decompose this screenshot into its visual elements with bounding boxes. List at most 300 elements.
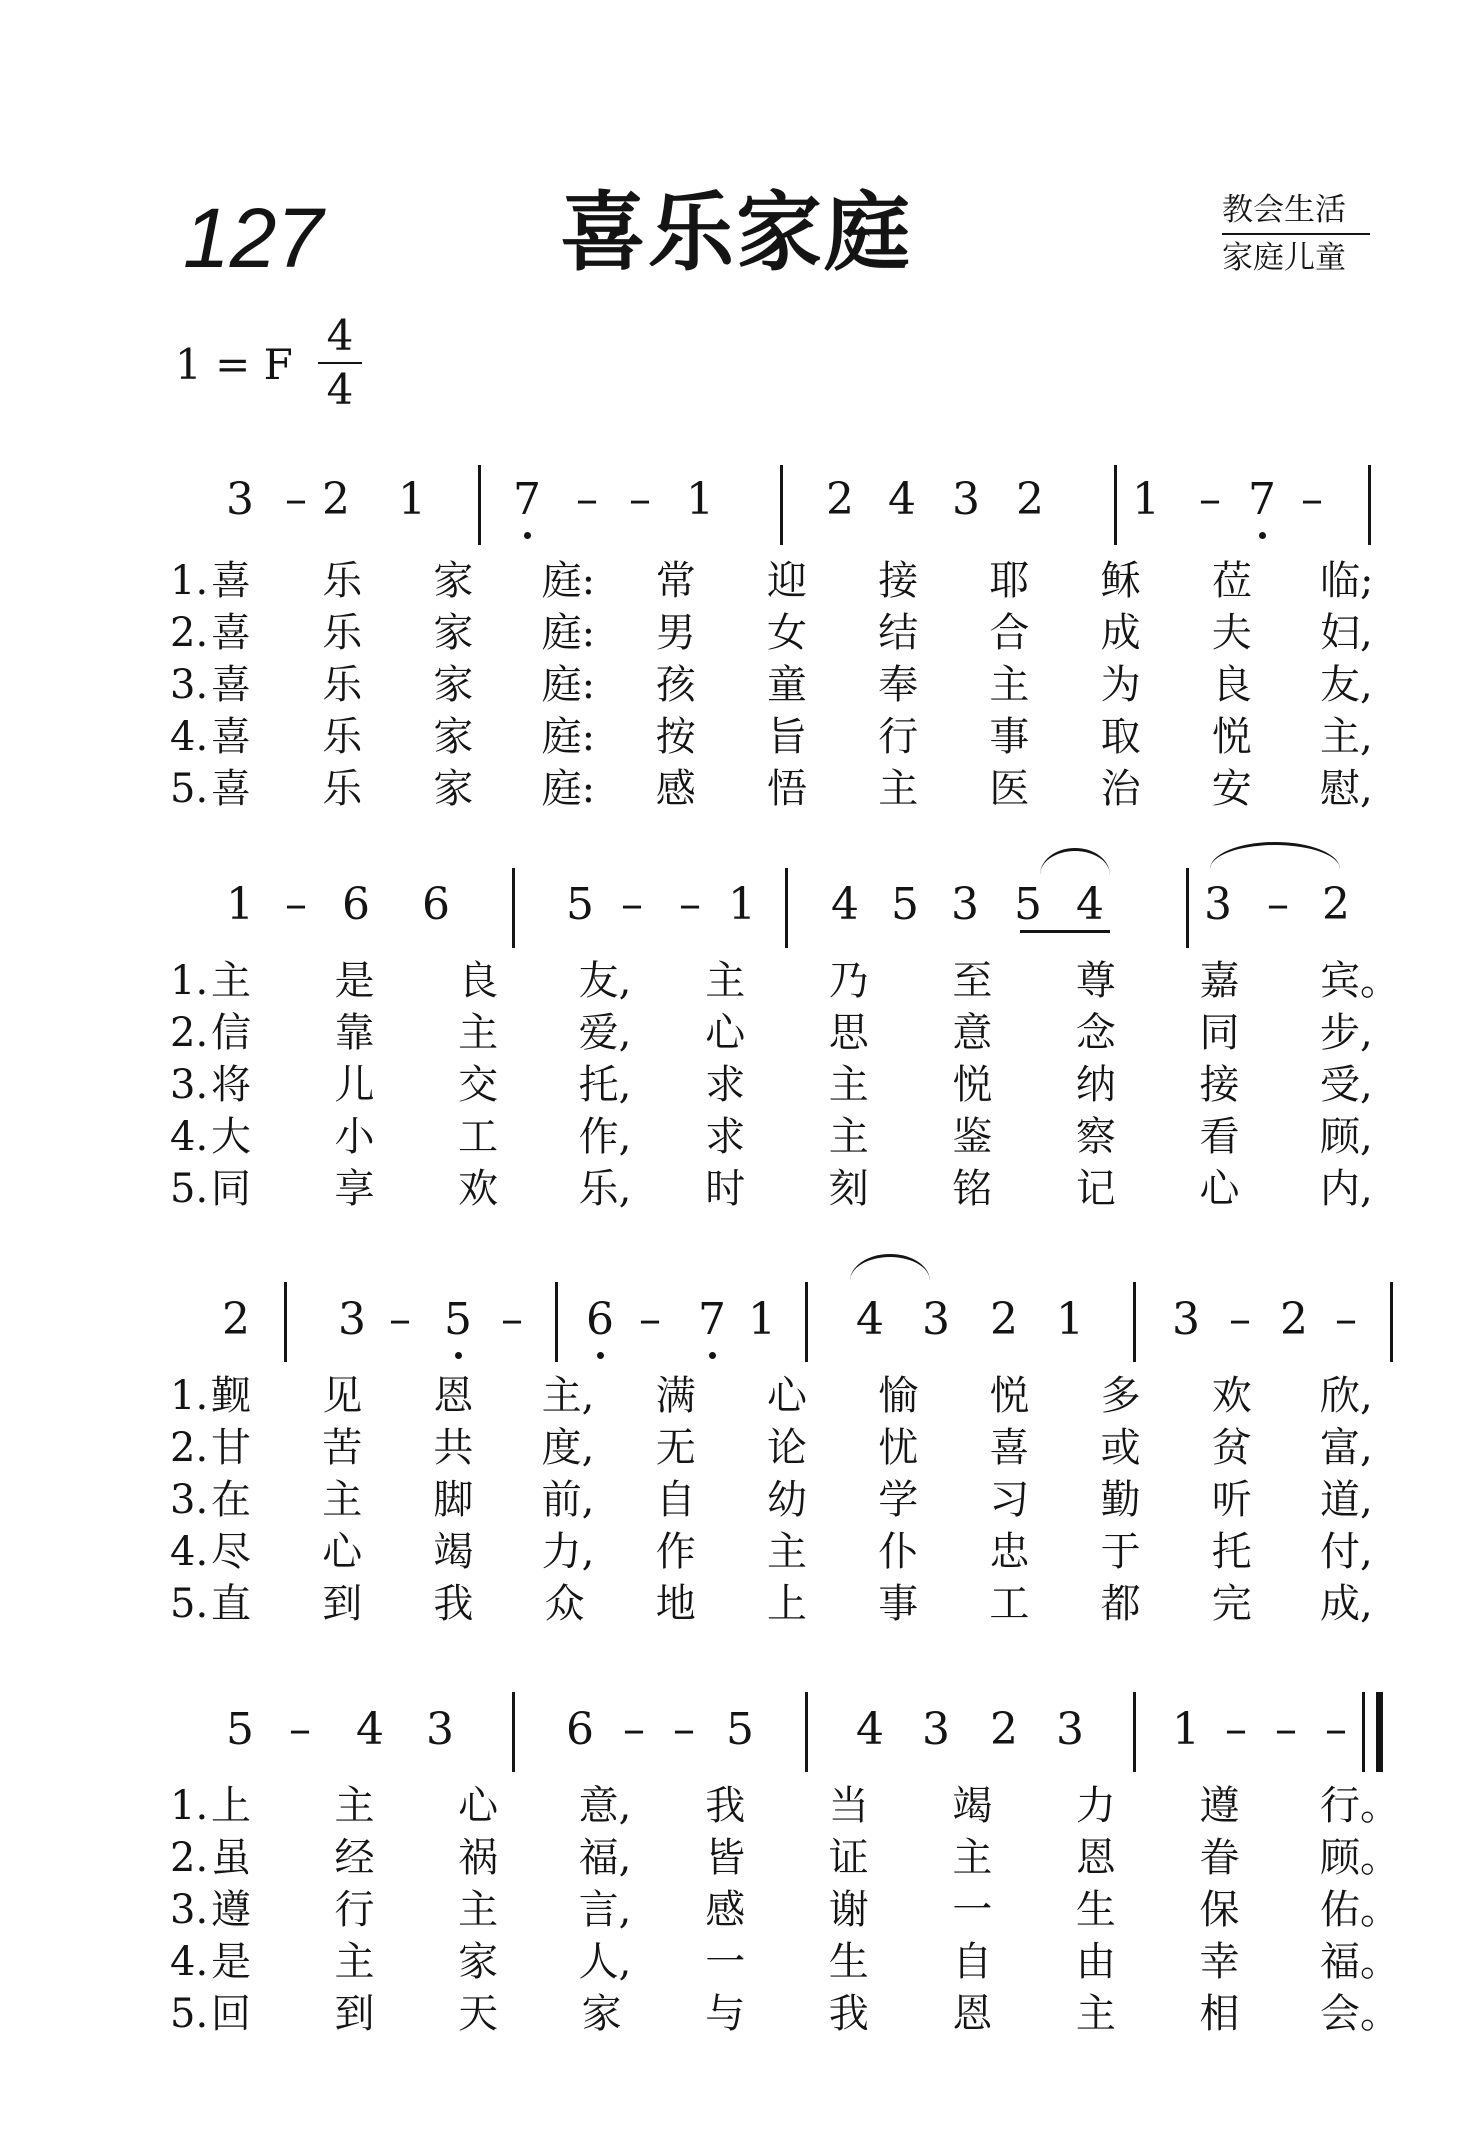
lyric-char: 乐, <box>578 1166 632 1212</box>
lyric-char: 证 <box>828 1835 869 1881</box>
lyric-char: 我 <box>433 1581 474 1627</box>
lyric-char: 忧 <box>878 1425 919 1471</box>
category-label <box>1222 190 1372 278</box>
note: 6 <box>342 879 370 930</box>
barline <box>478 465 481 545</box>
note: 2 <box>990 1704 1018 1755</box>
lyric-char: 念 <box>1075 1010 1116 1056</box>
lyric-char: 多 <box>1100 1373 1141 1419</box>
lyric-line <box>170 1884 1400 1936</box>
lyric-char: 家 <box>433 558 474 604</box>
lyric-char: 脚 <box>433 1477 474 1523</box>
barline <box>555 1282 558 1362</box>
lyric-char: 乐 <box>322 662 363 708</box>
note-dash: – <box>576 474 598 525</box>
barline <box>1390 1282 1393 1362</box>
lyric-line <box>170 1526 1373 1578</box>
lyric-char: 见 <box>322 1373 363 1419</box>
lyric-char: 一 <box>705 1939 746 1985</box>
lyric-char: 皆 <box>705 1835 746 1881</box>
verse-number: 2. <box>170 610 209 656</box>
lyric-char: 富, <box>1320 1425 1373 1471</box>
lyric-char: 尽 <box>211 1529 251 1575</box>
lyric-char: 纳 <box>1075 1062 1116 1108</box>
lyric-char: 家 <box>433 714 474 760</box>
note: 4 <box>888 474 916 525</box>
note: 3 <box>922 1294 950 1345</box>
lyric-char: 鉴 <box>952 1114 993 1160</box>
lyric-char: 托, <box>578 1062 632 1108</box>
lyric-char: 按 <box>655 714 696 760</box>
lyric-char: 欢 <box>1211 1373 1252 1419</box>
lyric-char: 直 <box>211 1581 251 1627</box>
lyric-char: 喜 <box>211 610 251 656</box>
lyric-char: 喜 <box>211 662 251 708</box>
lyric-char: 顾, <box>1320 1114 1373 1160</box>
lyric-char: 主 <box>767 1529 807 1575</box>
lyric-line <box>170 1422 1373 1474</box>
barline <box>512 868 515 948</box>
lyric-line <box>170 711 1373 763</box>
lyric-char: 行 <box>878 714 919 760</box>
note: 5 <box>226 1704 254 1755</box>
note-dash: – <box>501 1294 523 1345</box>
note-dash: – <box>629 474 651 525</box>
lyric-char: 良 <box>458 958 499 1004</box>
lyric-char: 时 <box>705 1166 746 1212</box>
lyric-char: 奉 <box>878 662 919 708</box>
lyric-char: 由 <box>1075 1939 1116 1985</box>
lyric-char: 主 <box>211 958 251 1004</box>
note: 7 <box>1242 470 1282 530</box>
verse-number: 2. <box>170 1425 209 1471</box>
lyric-char: 乐 <box>322 610 363 656</box>
lyric-char: 主 <box>828 1114 869 1160</box>
lyric-char: 治 <box>1100 766 1141 812</box>
lyric-line <box>170 1988 1400 2040</box>
lyric-char: 生 <box>1075 1887 1116 1933</box>
lyric-char: 佑。 <box>1320 1887 1400 1933</box>
lyric-char: 庭: <box>541 558 596 604</box>
lyric-char: 作, <box>578 1114 632 1160</box>
hymn-number: 127 <box>183 191 324 285</box>
lyric-char: 临; <box>1320 558 1374 604</box>
lyric-char: 忠 <box>989 1529 1030 1575</box>
lyric-char: 思 <box>828 1010 869 1056</box>
note: 2 <box>222 1294 250 1345</box>
lyric-char: 主 <box>458 1887 499 1933</box>
lyric-char: 主 <box>334 1939 375 1985</box>
lyrics-block <box>170 1370 1373 1630</box>
lyric-line <box>170 1474 1373 1526</box>
note: 1 <box>226 879 254 930</box>
note: 6 <box>580 1290 620 1350</box>
note: 4 <box>1076 879 1104 930</box>
lyric-line <box>170 1059 1373 1111</box>
lyric-char: 常 <box>655 558 696 604</box>
note-dash: – <box>389 1294 411 1345</box>
lyric-char: 言, <box>578 1887 632 1933</box>
note: 1 <box>1172 1704 1200 1755</box>
lyric-char: 眷 <box>1199 1835 1240 1881</box>
note-dash: – <box>1275 1704 1297 1755</box>
lyric-char: 庭: <box>541 662 596 708</box>
lyric-char: 为 <box>1100 662 1141 708</box>
beam-underline <box>1020 930 1110 933</box>
note: 3 <box>226 474 254 525</box>
lyric-char: 幼 <box>767 1477 807 1523</box>
lyric-char: 托 <box>1211 1529 1252 1575</box>
lyric-char: 经 <box>334 1835 375 1881</box>
lyric-char: 觐 <box>211 1373 251 1419</box>
note: 4 <box>856 1704 884 1755</box>
lyric-char: 福。 <box>1320 1939 1400 1985</box>
lyric-char: 主 <box>828 1062 869 1108</box>
lyric-char: 主, <box>541 1373 595 1419</box>
note: 3 <box>922 1704 950 1755</box>
lyric-char: 结 <box>878 610 919 656</box>
lyric-line <box>170 1832 1400 1884</box>
lyric-char: 众 <box>544 1581 585 1627</box>
lyric-char: 医 <box>989 766 1030 812</box>
lyric-char: 主 <box>458 1010 499 1056</box>
lyric-char: 愉 <box>878 1373 919 1419</box>
lyric-char: 或 <box>1100 1425 1141 1471</box>
verse-number: 3. <box>170 1062 209 1108</box>
lyric-line <box>170 555 1374 607</box>
notes-row <box>0 1700 1484 1760</box>
lyric-line <box>170 1578 1373 1630</box>
note: 1 <box>1132 474 1160 525</box>
lyric-char: 虽 <box>211 1835 251 1881</box>
lyric-char: 共 <box>433 1425 474 1471</box>
lyric-char: 我 <box>828 1991 869 2037</box>
barline <box>805 1282 808 1362</box>
lyric-char: 遵 <box>1199 1783 1240 1829</box>
lyric-char: 主 <box>952 1835 993 1881</box>
lyric-char: 我 <box>705 1783 746 1829</box>
note: 5 <box>438 1290 478 1350</box>
hymn-title: 喜乐家庭 <box>560 183 912 283</box>
lyric-line <box>170 1007 1373 1059</box>
lyric-char: 道, <box>1320 1477 1373 1523</box>
lyric-char: 求 <box>705 1062 746 1108</box>
lyric-char: 论 <box>767 1425 807 1471</box>
lyric-line <box>170 1780 1400 1832</box>
lyric-line <box>170 955 1400 1007</box>
lyric-char: 恩 <box>1075 1835 1116 1881</box>
lyric-char: 迎 <box>767 558 807 604</box>
note: 4 <box>856 1294 884 1345</box>
note-dash: – <box>1267 879 1289 930</box>
lyric-line <box>170 1111 1373 1163</box>
lyric-char: 仆 <box>878 1529 919 1575</box>
barline <box>1114 465 1117 545</box>
lyric-char: 乐 <box>322 558 363 604</box>
lyric-char: 会。 <box>1320 1991 1400 2037</box>
lyric-char: 接 <box>878 558 919 604</box>
barline <box>780 465 783 545</box>
lyric-char: 儿 <box>334 1062 375 1108</box>
lyric-char: 庭: <box>541 714 596 760</box>
notes-row <box>0 1290 1484 1350</box>
lyric-char: 自 <box>952 1939 993 1985</box>
note: 5 <box>891 879 919 930</box>
lyric-char: 竭 <box>433 1529 474 1575</box>
lyric-char: 生 <box>828 1939 869 1985</box>
lyric-char: 慰, <box>1320 766 1373 812</box>
lyric-char: 靠 <box>334 1010 375 1056</box>
note-dash: – <box>621 879 643 930</box>
lyric-char: 小 <box>334 1114 375 1160</box>
lyric-char: 同 <box>1199 1010 1240 1056</box>
lyric-char: 祸 <box>458 1835 499 1881</box>
lyric-char: 上 <box>767 1581 807 1627</box>
verse-number: 5. <box>170 1581 209 1627</box>
lyric-char: 苦 <box>322 1425 363 1471</box>
lyric-char: 主 <box>705 958 746 1004</box>
lyric-char: 喜 <box>211 558 251 604</box>
lyric-char: 家 <box>433 610 474 656</box>
verse-number: 1. <box>170 1373 209 1419</box>
verse-number: 3. <box>170 662 209 708</box>
verse-number: 4. <box>170 1529 209 1575</box>
lyric-char: 听 <box>1211 1477 1252 1523</box>
lyric-char: 心 <box>767 1373 807 1419</box>
lyric-char: 主 <box>322 1477 363 1523</box>
lyric-char: 恩 <box>952 1991 993 2037</box>
lyric-char: 上 <box>211 1783 251 1829</box>
lyric-char: 喜 <box>989 1425 1030 1471</box>
verse-number: 4. <box>170 1939 209 1985</box>
lyric-char: 与 <box>705 1991 746 2037</box>
verse-number: 1. <box>170 1783 209 1829</box>
lyric-char: 受, <box>1320 1062 1373 1108</box>
lyric-char: 度, <box>541 1425 595 1471</box>
lyric-char: 天 <box>458 1991 499 2037</box>
note-dash: – <box>1199 474 1221 525</box>
category-primary: 教会生活 <box>1222 192 1346 228</box>
lyric-char: 意 <box>952 1010 993 1056</box>
note: 3 <box>426 1704 454 1755</box>
note: 2 <box>1280 1294 1308 1345</box>
lyric-char: 乐 <box>322 714 363 760</box>
note: 4 <box>831 879 859 930</box>
lyric-char: 求 <box>705 1114 746 1160</box>
lyric-char: 家 <box>433 766 474 812</box>
lyric-char: 家 <box>458 1939 499 1985</box>
lyric-char: 女 <box>767 610 807 656</box>
note: 3 <box>952 474 980 525</box>
lyric-char: 悦 <box>952 1062 993 1108</box>
lyrics-block <box>170 555 1374 815</box>
note-dash: – <box>1229 1294 1251 1345</box>
notes-row <box>0 470 1484 530</box>
lyric-char: 孩 <box>655 662 696 708</box>
lyric-char: 庭: <box>541 766 596 812</box>
lyric-char: 大 <box>211 1114 251 1160</box>
barline <box>1186 868 1189 948</box>
lyric-line <box>170 1163 1373 1215</box>
lyric-char: 作 <box>655 1529 696 1575</box>
lyric-char: 力 <box>1075 1783 1116 1829</box>
barline <box>1368 465 1371 545</box>
note: 2 <box>322 474 350 525</box>
lyric-char: 工 <box>989 1581 1030 1627</box>
note: 6 <box>422 879 450 930</box>
lyric-char: 察 <box>1075 1114 1116 1160</box>
note: 2 <box>826 474 854 525</box>
note-dash: – <box>1225 1704 1247 1755</box>
lyric-char: 地 <box>655 1581 696 1627</box>
note: 3 <box>951 879 979 930</box>
note-dash: – <box>639 1294 661 1345</box>
lyric-char: 是 <box>334 958 375 1004</box>
verse-number: 3. <box>170 1477 209 1523</box>
verse-number: 1. <box>170 558 209 604</box>
lyric-char: 保 <box>1199 1887 1240 1933</box>
lyric-char: 勤 <box>1100 1477 1141 1523</box>
lyric-char: 享 <box>334 1166 375 1212</box>
lyric-char: 尊 <box>1075 958 1116 1004</box>
lyric-char: 主 <box>878 766 919 812</box>
note: 2 <box>990 1294 1018 1345</box>
note: 5 <box>726 1704 754 1755</box>
lyric-char: 夫 <box>1211 610 1252 656</box>
barline <box>1133 1282 1136 1362</box>
lyric-char: 遵 <box>211 1887 251 1933</box>
lyric-char: 家 <box>581 1991 622 2037</box>
lyric-char: 取 <box>1100 714 1141 760</box>
slur <box>1210 842 1340 869</box>
lyric-char: 主 <box>334 1783 375 1829</box>
lyric-char: 回 <box>211 1991 251 2037</box>
lyric-char: 贫 <box>1211 1425 1252 1471</box>
lyric-char: 欢 <box>458 1166 499 1212</box>
lyric-char: 福, <box>578 1835 632 1881</box>
lyric-char: 成 <box>1100 610 1141 656</box>
note-dash: – <box>285 474 307 525</box>
verse-number: 4. <box>170 714 209 760</box>
lyric-char: 爱, <box>578 1010 632 1056</box>
lyric-char: 良 <box>1211 662 1252 708</box>
note: 1 <box>1056 1294 1084 1345</box>
note: 6 <box>566 1704 594 1755</box>
note-dash: – <box>1301 474 1323 525</box>
lyric-char: 是 <box>211 1939 251 1985</box>
note-dash: – <box>1325 1704 1347 1755</box>
lyric-char: 心 <box>705 1010 746 1056</box>
lyric-char: 男 <box>655 610 696 656</box>
note: 3 <box>1172 1294 1200 1345</box>
note-dash: – <box>679 879 701 930</box>
note: 1 <box>398 474 426 525</box>
lyric-char: 莅 <box>1211 558 1252 604</box>
lyric-char: 习 <box>989 1477 1030 1523</box>
lyric-char: 刻 <box>828 1166 869 1212</box>
lyric-char: 乃 <box>828 958 869 1004</box>
lyric-char: 事 <box>878 1581 919 1627</box>
note: 5 <box>566 879 594 930</box>
lyric-char: 学 <box>878 1477 919 1523</box>
lyric-char: 安 <box>1211 766 1252 812</box>
slur <box>850 1254 930 1281</box>
verse-number: 2. <box>170 1010 209 1056</box>
verse-number: 1. <box>170 958 209 1004</box>
lyric-char: 主 <box>1075 1991 1116 2037</box>
note: 4 <box>356 1704 384 1755</box>
lyric-char: 事 <box>989 714 1030 760</box>
lyric-char: 感 <box>705 1887 746 1933</box>
lyric-char: 付, <box>1320 1529 1373 1575</box>
lyric-char: 甘 <box>211 1425 251 1471</box>
lyric-char: 记 <box>1075 1166 1116 1212</box>
lyric-char: 喜 <box>211 714 251 760</box>
lyric-char: 信 <box>211 1010 251 1056</box>
category-divider <box>1222 233 1370 235</box>
lyric-char: 交 <box>458 1062 499 1108</box>
lyric-line <box>170 763 1373 815</box>
lyric-char: 谢 <box>828 1887 869 1933</box>
lyric-char: 行 <box>334 1887 375 1933</box>
lyric-line <box>170 607 1373 659</box>
note-dash: – <box>623 1704 645 1755</box>
lyric-char: 将 <box>211 1062 251 1108</box>
lyric-char: 力, <box>541 1529 595 1575</box>
barline <box>284 1282 287 1362</box>
note-dash: – <box>285 879 307 930</box>
lyric-char: 家 <box>433 662 474 708</box>
note: 5 <box>1014 879 1042 930</box>
barline <box>512 1692 515 1772</box>
verse-number: 3. <box>170 1887 209 1933</box>
note: 3 <box>338 1294 366 1345</box>
lyrics-block <box>170 1780 1400 2040</box>
verse-number: 5. <box>170 1991 209 2037</box>
note: 3 <box>1056 1704 1084 1755</box>
lyric-char: 于 <box>1100 1529 1141 1575</box>
lyric-char: 同 <box>211 1166 251 1212</box>
lyric-char: 铭 <box>952 1166 993 1212</box>
lyric-char: 工 <box>458 1114 499 1160</box>
note: 7 <box>692 1290 732 1350</box>
barline <box>805 1692 808 1772</box>
lyric-char: 稣 <box>1100 558 1141 604</box>
lyric-char: 喜 <box>211 766 251 812</box>
note: 3 <box>1204 879 1232 930</box>
time-signature-top: 4 <box>326 311 354 360</box>
lyric-line <box>170 1936 1400 1988</box>
barline <box>785 868 788 948</box>
lyric-char: 童 <box>767 662 807 708</box>
lyric-char: 无 <box>655 1425 696 1471</box>
lyric-char: 旨 <box>767 714 807 760</box>
lyric-char: 完 <box>1211 1581 1252 1627</box>
lyric-char: 友, <box>578 958 632 1004</box>
lyric-char: 顾。 <box>1320 1835 1400 1881</box>
verse-number: 4. <box>170 1114 209 1160</box>
time-signature-bottom: 4 <box>326 365 354 414</box>
lyric-char: 耶 <box>989 558 1030 604</box>
lyric-char: 步, <box>1320 1010 1373 1056</box>
lyric-char: 恩 <box>433 1373 474 1419</box>
note-dash: – <box>1335 1294 1357 1345</box>
lyric-char: 都 <box>1100 1581 1141 1627</box>
note-dash: – <box>289 1704 311 1755</box>
time-signature <box>318 312 362 414</box>
category-secondary: 家庭儿童 <box>1222 240 1346 276</box>
note: 2 <box>1322 879 1350 930</box>
